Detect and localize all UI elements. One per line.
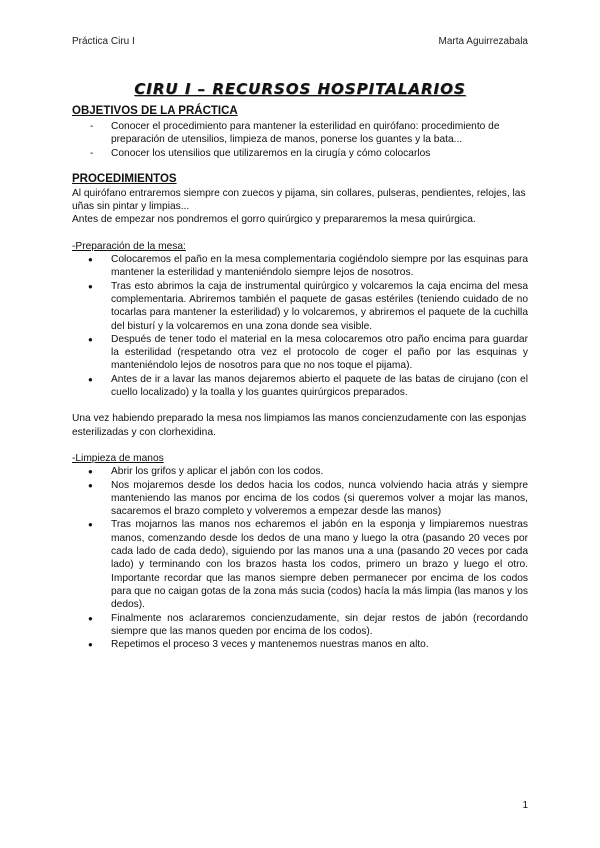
table-prep-heading: -Preparación de la mesa: bbox=[72, 240, 186, 252]
procedures-intro-2: Antes de empezar nos pondremos el gorro quirúrgico y prepararemos la mesa quirúrgica. bbox=[72, 214, 476, 226]
objectives-heading: OBJETIVOS DE LA PRÁCTICA bbox=[72, 105, 238, 117]
hand-wash-item: ● Repetimos el proceso 3 veces y mantenemos nuestras manos en alto. bbox=[72, 638, 528, 651]
procedures-heading: PROCEDIMIENTOS bbox=[72, 172, 177, 185]
table-prep-item: ● Antes de ir a lavar las manos dejaremos abierto el paquete de las batas de cirujano (con el cuello localizado) y la toalla y los guantes quirúrgicos preparados. bbox=[72, 373, 528, 400]
table-prep-item: ● Tras esto abrimos la caja de instrumental quirúrgico y volcaremos la caja encima del mesa complementaria. Abriremos también el paquete de gasas estériles (teniendo cuidado de no tocarlas para mantener la esterilidad) y lo volcaremos, y abriremos el paquete de la cuchilla del bisturí y la volcaremos en una zona donde sea visible. bbox=[72, 280, 528, 333]
table-prep-item: ● Después de tener todo el material en la mesa colocaremos otro paño encima para guardar la esterilidad (respetando otra vez el protocolo de coger el paño por las esquinas y manteniéndolo lejos de nosotros para que no nos toque el pijama). bbox=[72, 333, 528, 373]
wash-intro: Una vez habiendo preparado la mesa nos limpiamos las manos concienzudamente con las esponjas esterilizadas y con clorhexidina. bbox=[72, 413, 527, 438]
document-title: CIRU I – RECURSOS HOSPITALARIOS bbox=[134, 80, 466, 98]
header-course: Práctica Ciru I bbox=[72, 36, 135, 47]
procedures-intro-1: Al quirófano entraremos siempre con zuecos y pijama, sin collares, pulseras, pendientes, relojes, las uñas sin pintar y limpias... bbox=[72, 187, 526, 213]
document-body bbox=[72, 104, 528, 651]
objectives-list bbox=[72, 120, 528, 160]
hand-wash-item: ● Finalmente nos aclararemos concienzudamente, sin dejar restos de jabón (recordando siempre que las manos queden por encima de los codos). bbox=[72, 612, 528, 639]
objective-item: - Conocer el procedimiento para mantener la esterilidad en quirófano: procedimiento de preparación de utensilios, limpieza de manos, ponerse los guantes y la bata... bbox=[72, 120, 528, 147]
page-number: 1 bbox=[522, 800, 528, 811]
header-author: Marta Aguirrezabala bbox=[438, 36, 528, 47]
table-prep-list bbox=[72, 253, 528, 399]
objective-item: - Conocer los utensilios que utilizaremos en la cirugía y cómo colocarlos bbox=[72, 147, 528, 160]
hand-wash-heading: -Limpieza de manos bbox=[72, 452, 164, 464]
hand-wash-list bbox=[72, 465, 528, 651]
table-prep-item: ● Colocaremos el paño en la mesa complementaria cogiéndolo siempre por las esquinas para mantener la esterilidad y manteniéndolo siempre lejos de nosotros. bbox=[72, 253, 528, 280]
hand-wash-item: ● Tras mojarnos las manos nos echaremos el jabón en la esponja y limpiaremos nuestras manos, comenzando desde los dedos de una mano y luego la otra (pasando 20 veces por cada lado de cada dedo), siguiendo por las manos una a una (pasando 20 veces por cada lado) y terminando con los brazos hasta los codos, primero un brazo y luego el otro. Importante recordar que las manos siempre deben permanecer por encima de los codos para que no caigan gotas de la zona más sucia (codos) hacía la más limpia (las manos y los dedos). bbox=[72, 518, 528, 611]
hand-wash-item: ● Abrir los grifos y aplicar el jabón con los codos. bbox=[72, 465, 528, 478]
hand-wash-item: ● Nos mojaremos desde los dedos hacia los codos, nunca volviendo hacia atrás y siempre manteniendo las manos por encima de los codos (si queremos volver a mojar las manos, sacaremos el brazo completo y volveremos a empezar desde las manos) bbox=[72, 479, 528, 519]
